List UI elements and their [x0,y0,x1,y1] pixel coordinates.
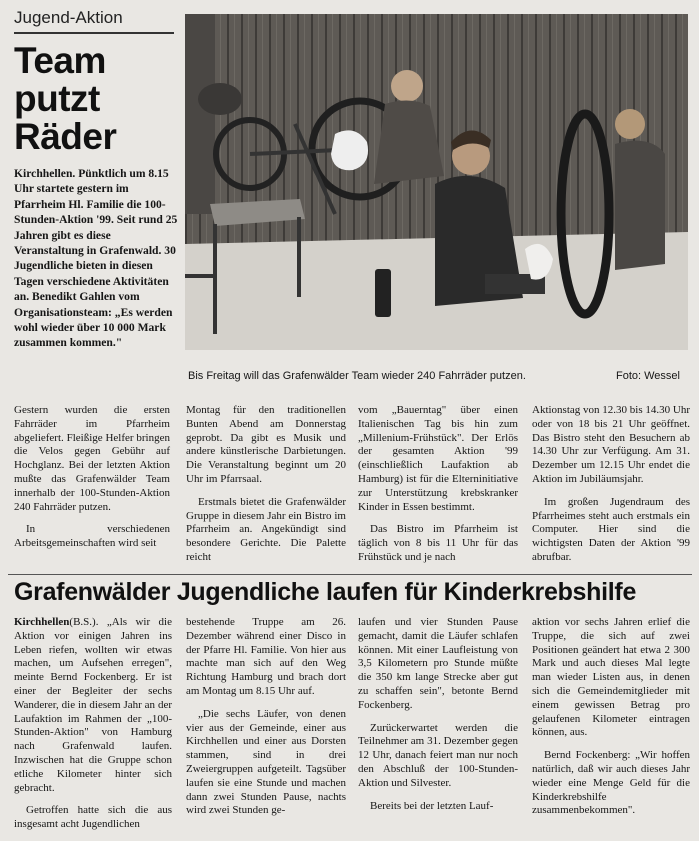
article1-column-3 [358,404,518,574]
article2-paragraph: laufen und vier Stunden Pause gemacht, damit die Läufer schlafen können. Mit einer Laufleistung von 3,5 Kilometern pro Stunde müßte die 350 km lange Strecke aber gut zu schaffen sein", betonte Bernd Fockenberg. [358,616,518,711]
article2-paragraph: Getroffen hatte sich die aus insgesamt acht Jugendlichen [14,804,172,831]
news-photo [185,14,688,350]
photo-credit: Foto: Wessel [616,370,680,382]
article1-paragraph: Erstmals bietet die Grafenwälder Gruppe in diesem Jahr ein Bistro im Pfarrheim an. Angekündigt sind besondere Gerichte. Die Palette reicht [186,495,346,563]
article2-paragraph-text: (B.S.). „Als wir die Aktion vor einigen Jahren ins Leben riefen, wollten wir etwas machen, um Aufsehen erregen", meinte Bernd Fockenberg. Er ist einer der Begleiter der sechs Wanderer, die in diesem Jahr an der Laufaktion im Rahmen der „100-Stunden-Aktion" von Hamburg nach Grafenwald laufen. Inzwischen hat die Gruppe schon etliche Kilometer hinter sich gebracht. [14,616,172,794]
lead-text: Kirchhellen. Pünktlich um 8.15 Uhr startete gestern im Pfarrheim Hl. Familie die 100-Stunden-Aktion '99. Seit rund 25 Jahren gibt es diese Veranstaltung in Grafenwald. 30 Jugendliche bieten in diesen Tagen verschiedene Aktivitäten an. Benedikt Gahlen vom Organisationsteam: „Es werden wohl wieder über 10 000 Mark zusammen kommen." [14,167,178,350]
photo-bike-cleaning [185,14,688,350]
article2-column-1 [14,616,172,841]
article2-column-4 [532,616,690,827]
headline-line-2: putzt [14,78,100,119]
article1-paragraph: Das Bistro im Pfarrheim ist täglich von 8 bis 11 Uhr für das Frühstück und je nach [358,523,518,563]
article2-paragraph: Zurückerwartet werden die Teilnehmer am 31. Dezember gegen 12 Uhr, danach feiert man nur noch den Abschluß der 100-Stunden-Aktion und Silvester. [358,721,518,789]
article1-paragraph: Gestern wurden die ersten Fahrräder im Pfarrheim abgeliefert. Fleißige Helfer bringen die Velos gegen Gebühr auf Hochglanz. Bei der letzten Aktion mußte das Grafenwälder Team innerhalb der 100-Stunden-Aktion 240 Fahrräder putzen. [14,404,170,513]
main-headline [14,42,179,156]
article1-paragraph: vom „Bauerntag" über einen Italienischen Tag bis hin zum „Millenium-Frühstück". Der Erlös der gesamten Aktion '99 (einschließlich Laufaktion ab Hamburg) ist für die Elterninitiative zur Unterstützung krebskranker Kinder in Essen bestimmt. [358,404,518,513]
article2-column-3 [358,616,518,822]
headline-line-3: Räder [14,116,117,157]
headline-line-1: Team [14,40,106,81]
article1-column-1 [14,404,170,560]
article2-column-2 [186,616,346,827]
dateline: Kirchhellen [14,616,70,628]
article1-paragraph: Im großen Jugendraum des Pfarrheimes steht auch erstmals ein Computer. Hier sind die wichtigsten Daten der Aktion '99 abrufbar. [532,495,690,563]
photo-caption: Bis Freitag will das Grafenwälder Team wieder 240 Fahrräder putzen. [188,370,526,382]
article2-paragraph: aktion vor sechs Jahren erlief die Truppe, die sich auf zwei Positionen geändert hat etwa 2 300 Mark und auch dieses Mal legte man wieder Listen aus, in denen sich die Gemeindemitglieder mit einem gewissen Betrag pro gelaufenen Kilometer eintragen können, aus. [532,616,690,739]
article1-column-2 [186,404,346,574]
article2-paragraph: Bereits bei der letzten Lauf- [370,799,494,812]
article2-paragraph [14,616,172,795]
section-divider [8,574,692,575]
section-kicker: Jugend-Aktion [14,8,123,27]
article2-paragraph: „Die sechs Läufer, von denen vier aus der Gemeinde, einer aus Kirchhellen und einer aus Dorsten stammen, sind in drei Zweiergruppen aufgeteilt. Tagsüber laufen sie eine Stunde und machen dann zwei Stunden Pause, nachts wird zwei Stunden ge- [186,707,346,817]
article1-paragraph: In verschiedenen Arbeitsgemeinschaften wird seit [14,523,170,550]
article2-paragraph: Bernd Fockenberg: „Wir hoffen natürlich, daß wir auch dieses Jahr wieder eine Menge Geld für die Kinderkrebshilfe zusammenbekommen". [532,749,690,817]
kicker-rule [14,32,174,34]
lead-paragraph [14,166,179,351]
article2-paragraph: bestehende Truppe am 26. Dezember während einer Disco in der Pfarre Hl. Familie. Von hier aus machte man sich auf den Weg Richtung Hamburg und brach dort am Montag um 8.15 Uhr auf. [186,616,346,697]
article1-column-4 [532,404,690,574]
article2-headline: Grafenwälder Jugendliche laufen für Kinderkrebshilfe [14,578,637,606]
article1-paragraph: Montag für den traditionellen Bunten Abend am Donnerstag geprobt. Da gibt es Musik und andere künstlerische Darbietungen. Die Veranstaltung beginnt um 20 Uhr im Pfarrsaal. [186,404,346,485]
article1-paragraph: Aktionstag von 12.30 bis 14.30 Uhr oder von 18 bis 21 Uhr geöffnet. Das Bistro steht den Besuchern ab 14.30 Uhr zur Verfügung. Am 31. Dezember um 12.15 Uhr endet die Aktion im Jubiläumsjahr. [532,404,690,485]
